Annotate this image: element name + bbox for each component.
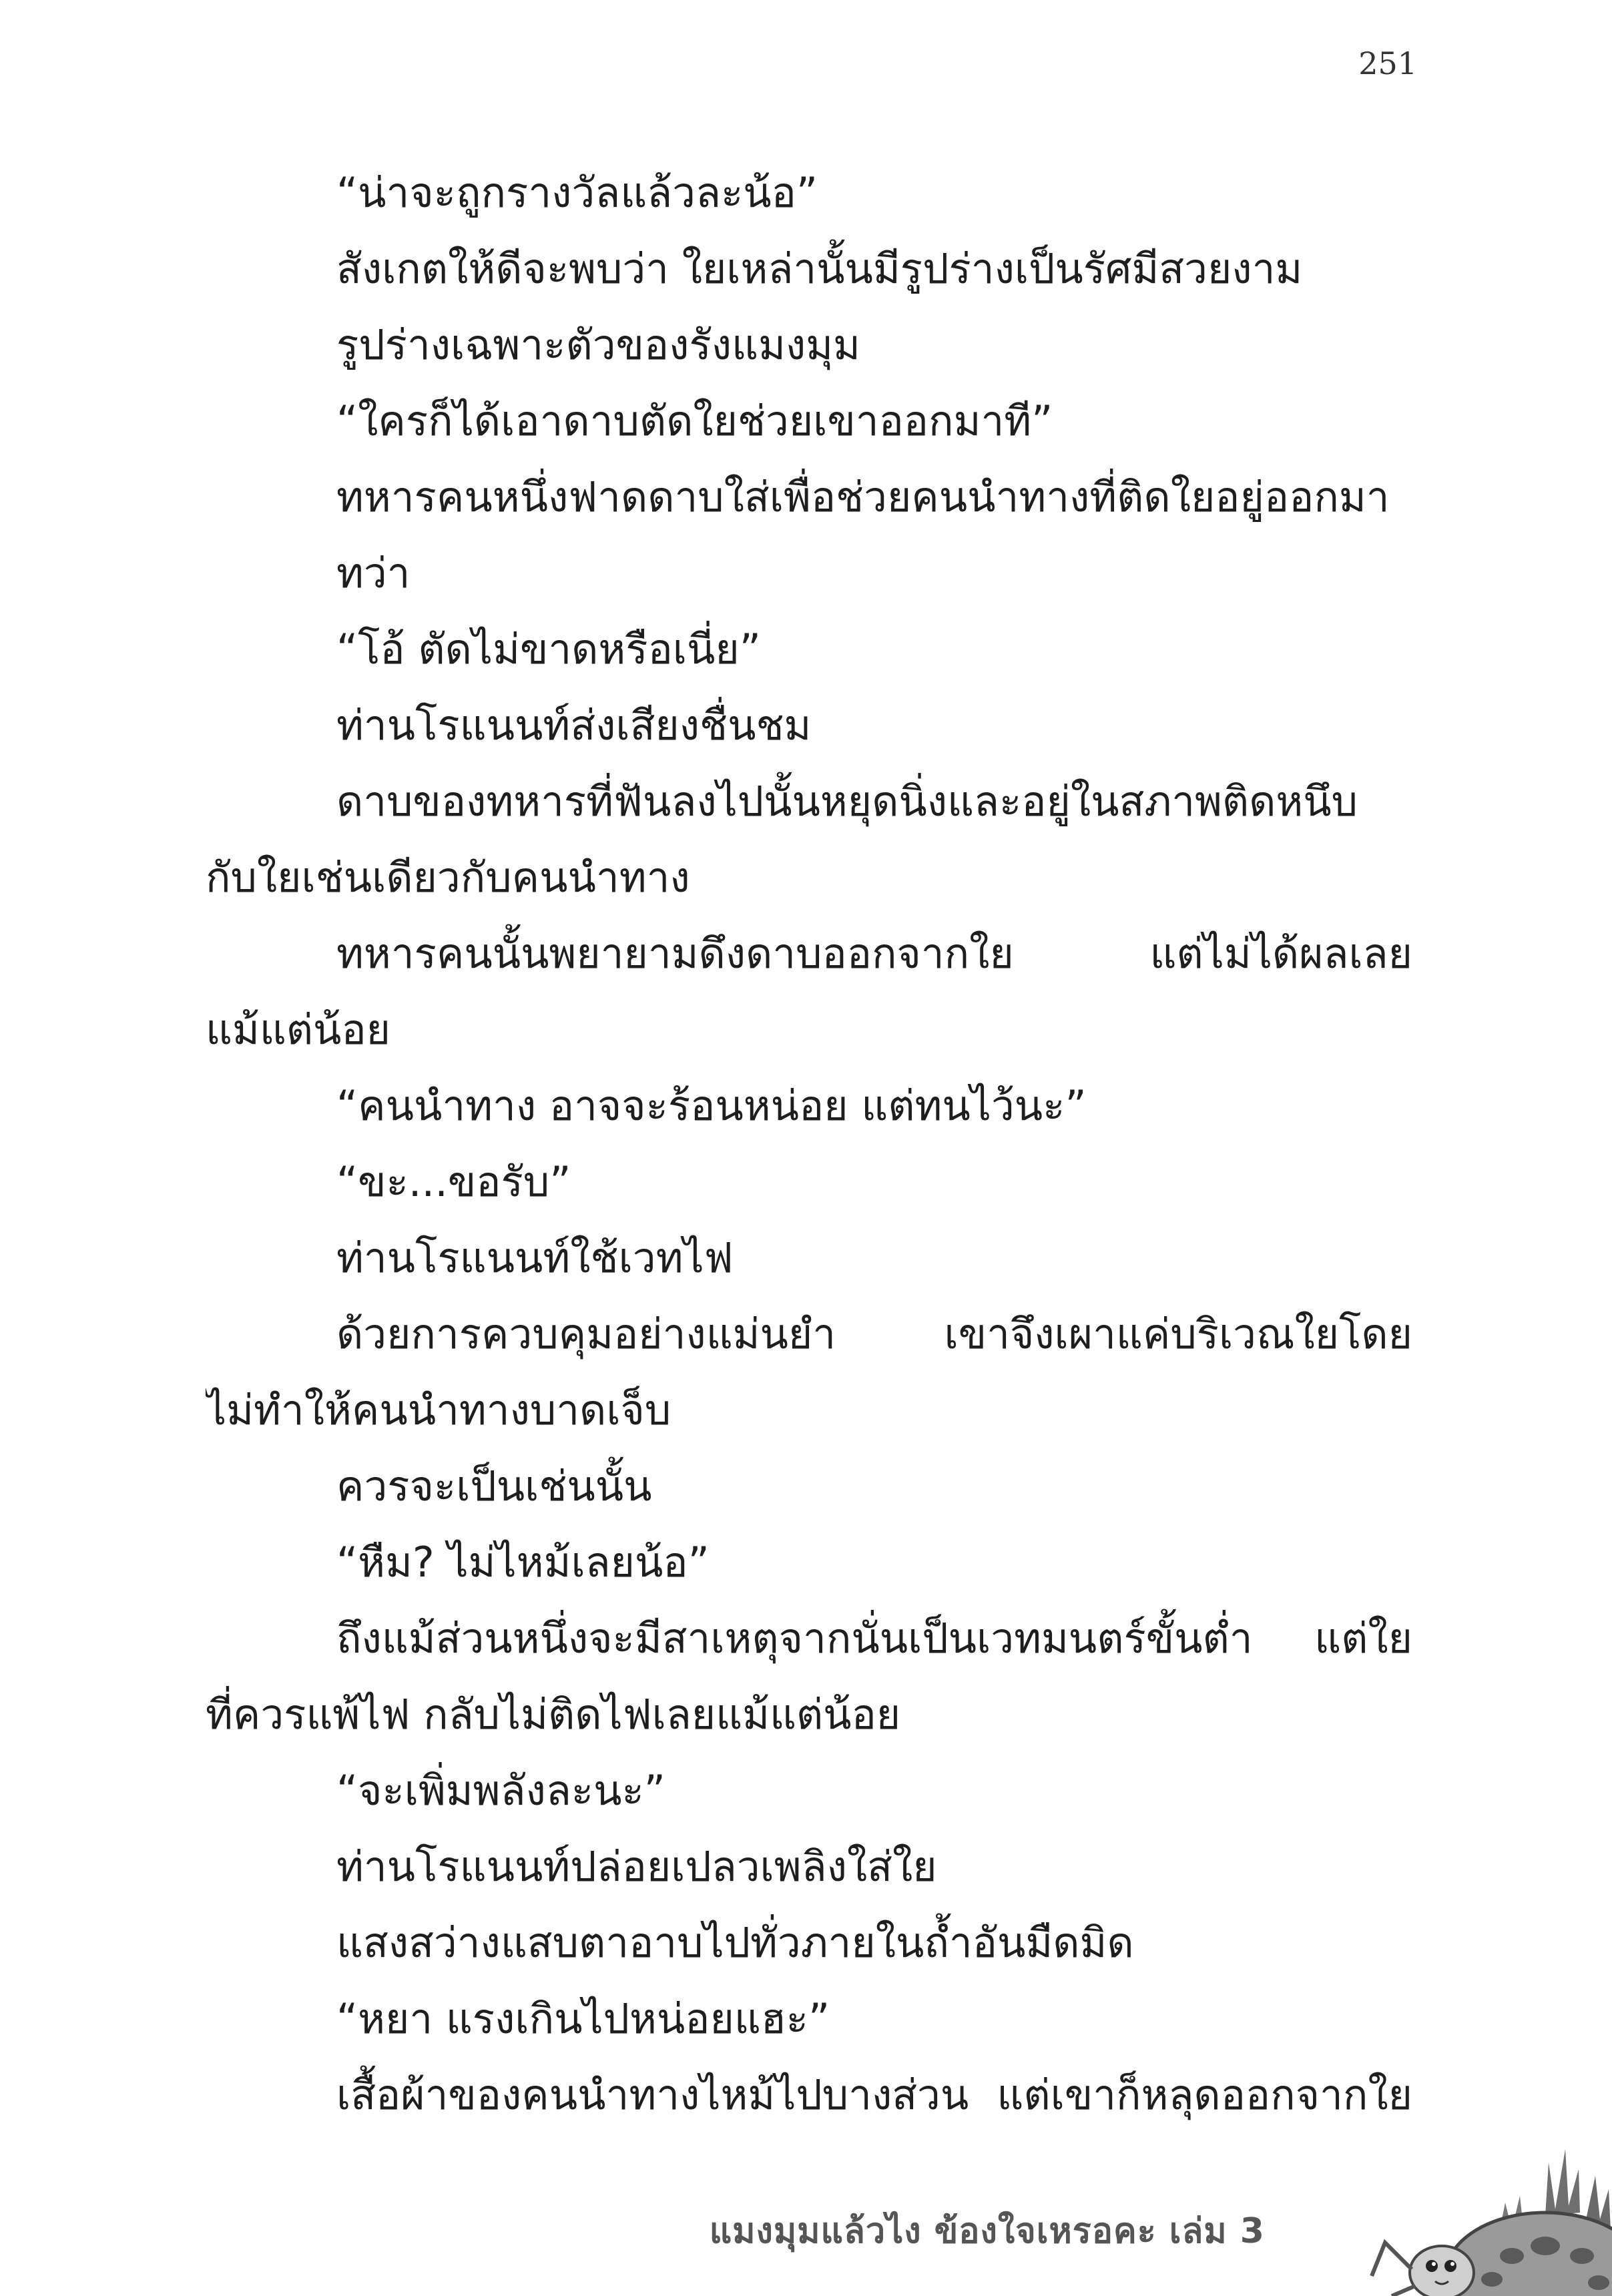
text-line: ท่านโรแนนท์ใช้เวทไฟ: [336, 1233, 734, 1282]
text-line: รูปร่างเฉพาะตัวของรังแมงมุม: [336, 320, 860, 369]
text-line: แม้แต่น้อย: [206, 1005, 391, 1054]
text-line: “ใครก็ได้เอาดาบตัดใยช่วยเขาออกมาที”: [336, 396, 1053, 445]
text-line: ดาบของทหารที่ฟันลงไปนั้นหยุดนิ่งและอยู่ในสภาพติดหนึบ: [336, 777, 1358, 826]
text-line: “โอ้ ตัดไม่ขาดหรือเนี่ย”: [336, 625, 761, 673]
text-line: เสื้อผ้าของคนนำทางไหม้ไปบางส่วน แต่เขาก็หลุดออกจากใย: [336, 2070, 1412, 2119]
text-line: ถึงแม้ส่วนหนึ่งจะมีสาเหตุจากนั่นเป็นเวทมนตร์ขั้นต่ำ แต่ใย: [336, 1614, 1412, 1663]
text-line: “หยา แรงเกินไปหน่อยแฮะ”: [336, 1994, 830, 2043]
text-line: ทว่า: [336, 549, 411, 597]
text-line: กับใยเช่นเดียวกับคนนำทาง: [206, 853, 690, 902]
text-line: แสงสว่างแสบตาอาบไปทั่วภายในถ้ำอันมืดมิด: [336, 1918, 1134, 1967]
text-line: ควรจะเป็นเช่นนั้น: [336, 1462, 652, 1510]
text-line: ด้วยการควบคุมอย่างแม่นยำ เขาจึงเผาแค่บริเวณใยโดย: [336, 1310, 1412, 1358]
text-line: “หืม? ไม่ไหม้เลยน้อ”: [336, 1538, 710, 1587]
footer-book-title: แมงมุมแล้วไง ข้องใจเหรอคะ เล่ม 3: [709, 2211, 1265, 2251]
text-line: ท่านโรแนนท์ปล่อยเปลวเพลิงใส่ใย: [336, 1842, 937, 1891]
text-line: “ขะ...ขอรับ”: [336, 1157, 571, 1206]
text-line: ท่านโรแนนท์ส่งเสียงชื่นชม: [336, 701, 812, 750]
text-line: “จะเพิ่มพลังละนะ”: [336, 1766, 665, 1815]
text-line: ทหารคนนั้นพยายามดึงดาบออกจากใย แต่ไม่ได้ผลเลย: [336, 929, 1412, 978]
text-line: สังเกตให้ดีจะพบว่า ใยเหล่านั้นมีรูปร่างเป็นรัศมีสวยงาม: [336, 244, 1303, 293]
text-line: ทหารคนหนึ่งฟาดดาบใส่เพื่อช่วยคนนำทางที่ติดใยอยู่ออกมา: [336, 473, 1390, 521]
text-line: “น่าจะถูกรางวัลแล้วละน้อ”: [336, 168, 818, 217]
body-text: [206, 155, 1412, 2133]
text-line: ไม่ทำให้คนนำทางบาดเจ็บ: [206, 1386, 671, 1434]
page-number: 251: [1358, 45, 1417, 81]
spider-mascot-icon: [1345, 2136, 1612, 2296]
text-line: ที่ควรแพ้ไฟ กลับไม่ติดไฟเลยแม้แต่น้อย: [206, 1690, 901, 1739]
text-line: “คนนำทาง อาจจะร้อนหน่อย แต่ทนไว้นะ”: [336, 1081, 1087, 1130]
